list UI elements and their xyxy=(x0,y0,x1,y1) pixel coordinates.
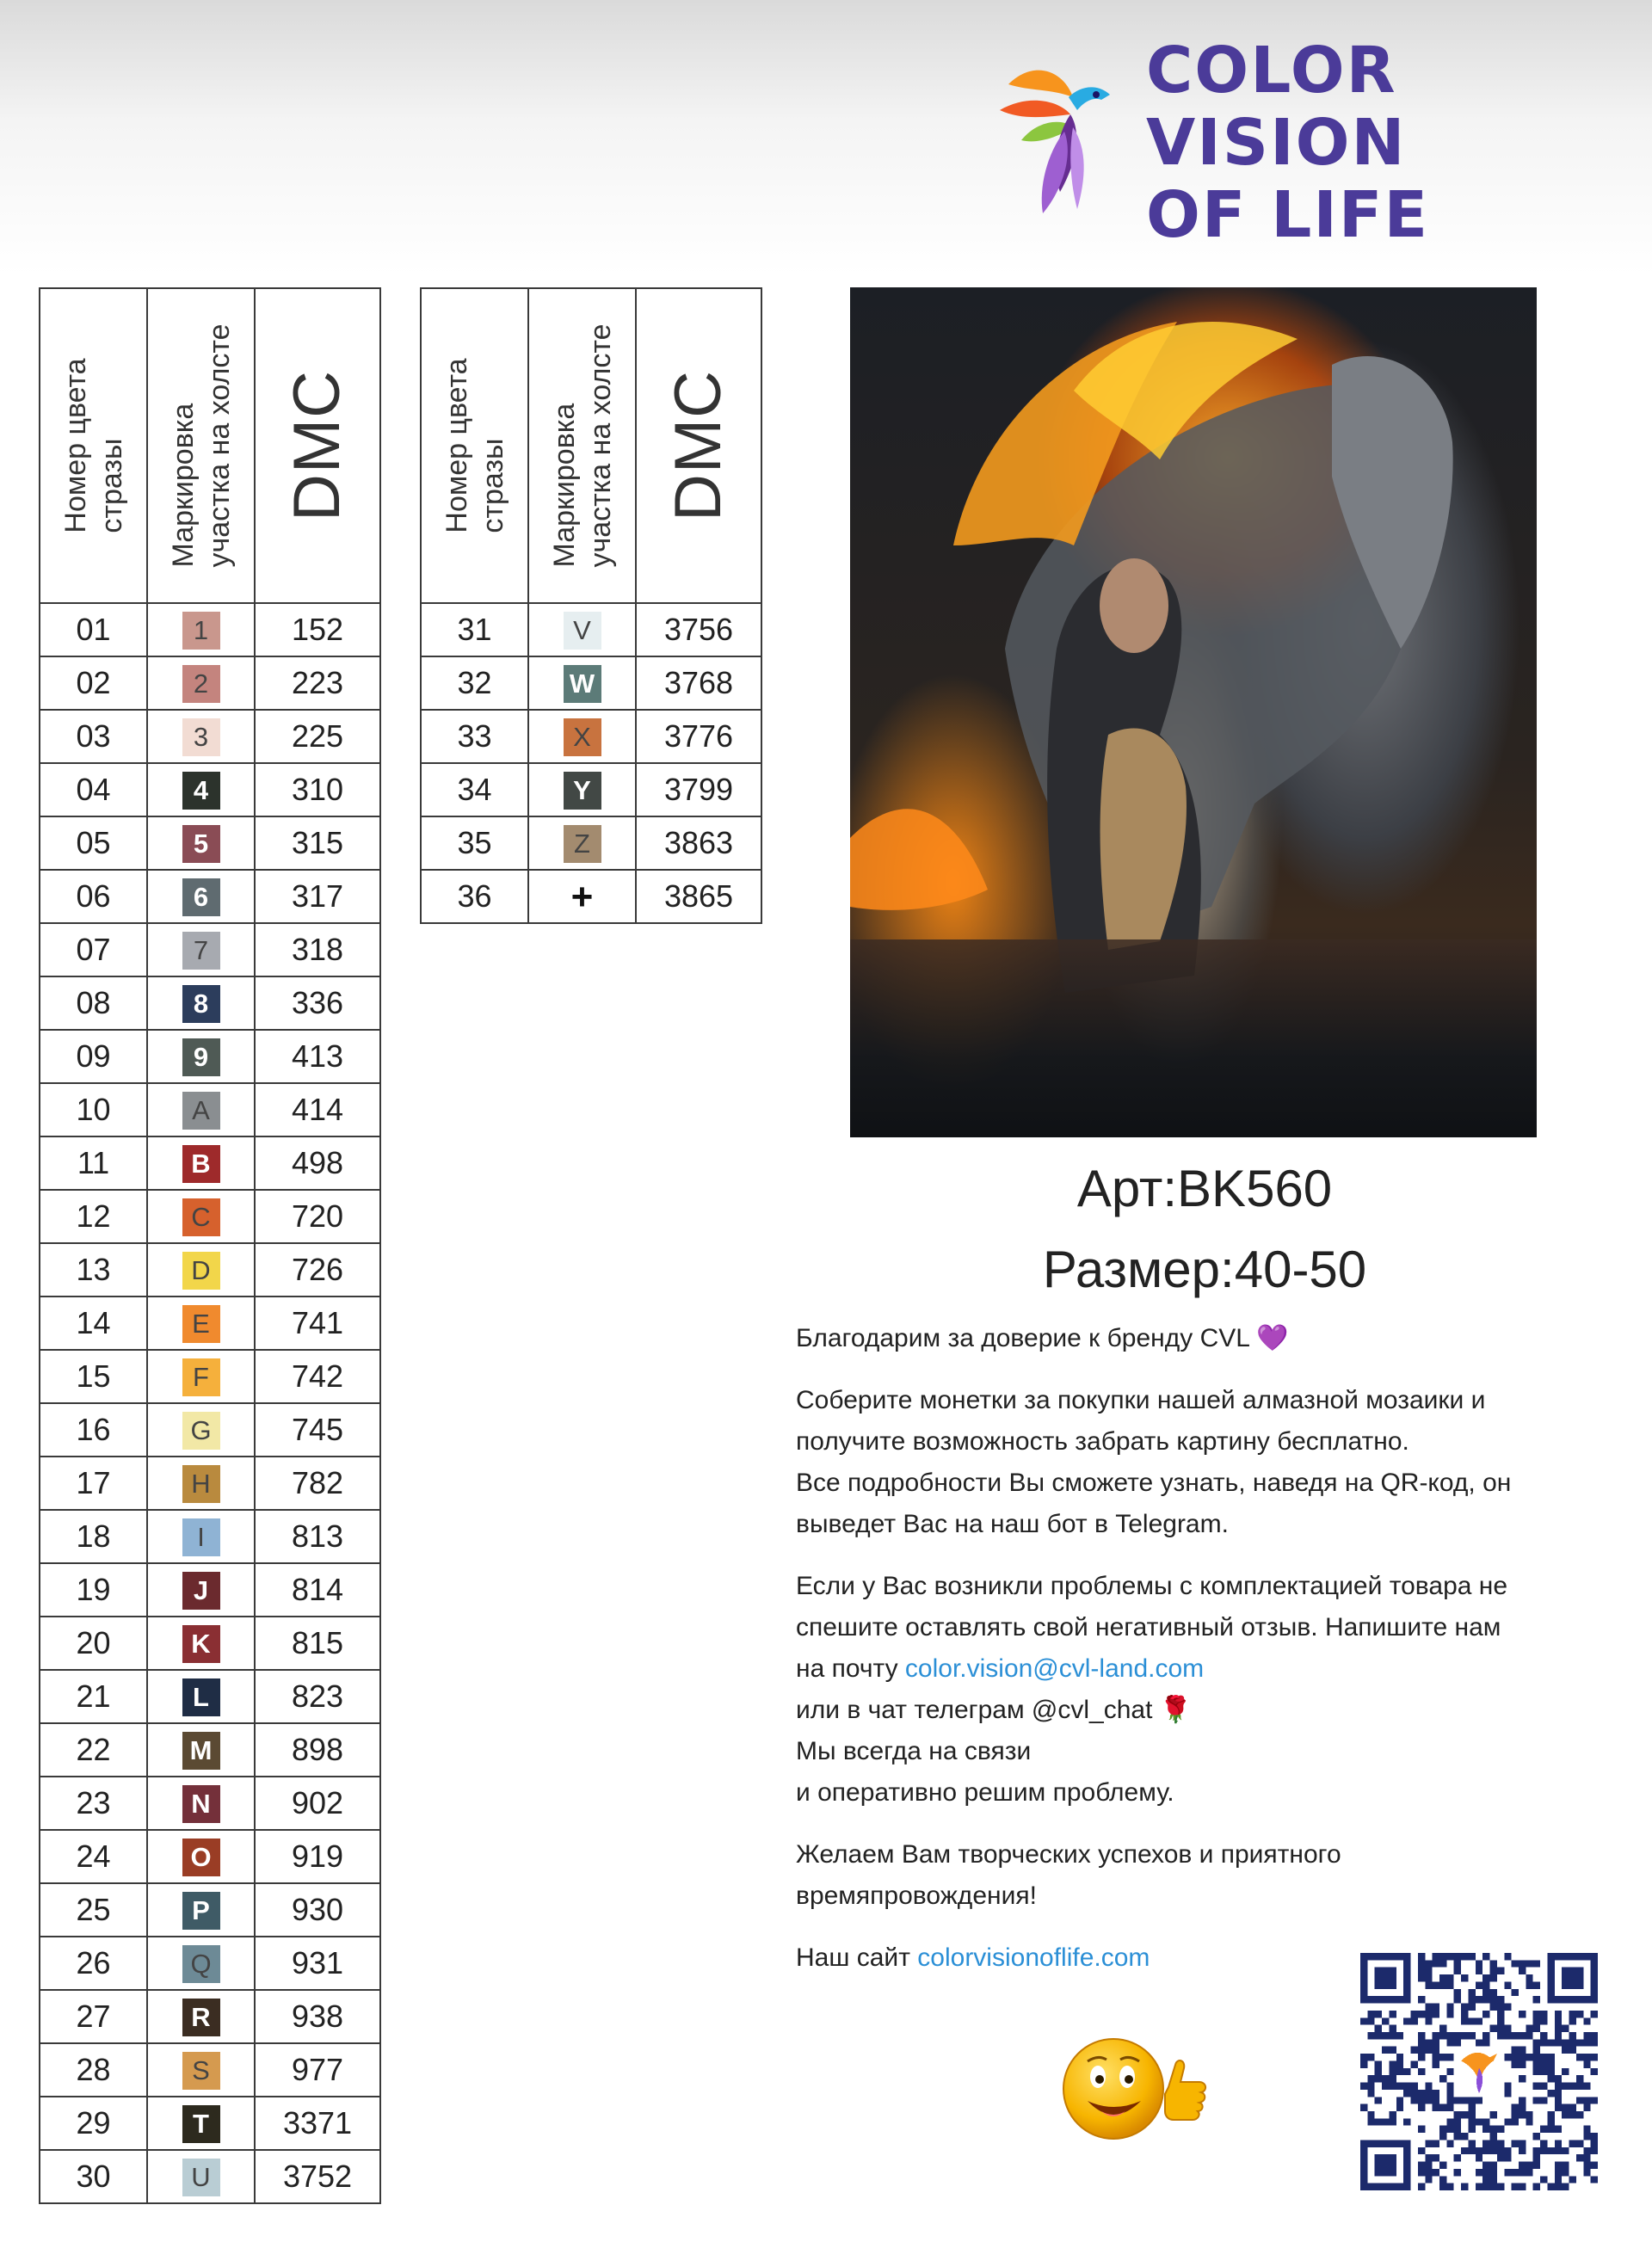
color-number: 23 xyxy=(40,1777,147,1830)
table-header-row xyxy=(421,288,761,603)
color-swatch: P xyxy=(182,1892,220,1930)
color-marking-cell xyxy=(147,1723,255,1777)
telegram-chat-text: или в чат телеграм @cvl_chat xyxy=(796,1696,1153,1724)
color-marking-cell xyxy=(147,1830,255,1883)
color-swatch: L xyxy=(182,1678,220,1716)
dmc-code: 152 xyxy=(255,603,380,656)
table-row xyxy=(421,656,761,710)
color-table-left xyxy=(39,287,381,2204)
color-number: 06 xyxy=(40,870,147,923)
color-swatch: C xyxy=(182,1198,220,1236)
table-row xyxy=(40,1777,380,1830)
table-row xyxy=(40,816,380,870)
dmc-code: 815 xyxy=(255,1617,380,1670)
color-swatch: S xyxy=(182,2052,220,2090)
dmc-code: 3863 xyxy=(636,816,761,870)
email-link[interactable]: color.vision@cvl-land.com xyxy=(904,1654,1205,1683)
color-number: 27 xyxy=(40,1990,147,2043)
dmc-code: 498 xyxy=(255,1136,380,1190)
color-marking-cell xyxy=(528,870,636,923)
table-row xyxy=(40,1990,380,2043)
dmc-code: 813 xyxy=(255,1510,380,1563)
color-number: 28 xyxy=(40,2043,147,2097)
color-marking-cell xyxy=(147,870,255,923)
color-marking-cell xyxy=(147,710,255,763)
dmc-code: 938 xyxy=(255,1990,380,2043)
color-number: 09 xyxy=(40,1030,147,1083)
color-marking-cell xyxy=(528,816,636,870)
color-swatch: 7 xyxy=(182,932,220,970)
color-swatch: 4 xyxy=(182,772,220,810)
table-row xyxy=(40,603,380,656)
color-number: 36 xyxy=(421,870,528,923)
color-number: 35 xyxy=(421,816,528,870)
problem-line-1: Если у Вас возникли проблемы с комплектацией товара не xyxy=(796,1572,1508,1600)
color-swatch: O xyxy=(182,1839,220,1876)
color-swatch: 9 xyxy=(182,1038,220,1076)
color-marking-cell xyxy=(147,763,255,816)
color-marking-cell xyxy=(147,1510,255,1563)
dmc-code: 745 xyxy=(255,1403,380,1457)
color-swatch: Z xyxy=(564,825,601,863)
color-swatch: 8 xyxy=(182,985,220,1023)
color-marking-cell xyxy=(147,1350,255,1403)
header-marking xyxy=(147,288,255,603)
problem-line-4 xyxy=(796,1690,1622,1731)
header-number-text: Номер цвета стразы xyxy=(59,358,128,533)
color-marking-cell xyxy=(147,1457,255,1510)
coins-line-4: выведет Вас на наш бот в Telegram. xyxy=(796,1510,1229,1538)
coins-line-3: Все подробности Вы сможете узнать, наведя на QR-код, он xyxy=(796,1469,1512,1497)
color-number: 07 xyxy=(40,923,147,976)
table-row xyxy=(40,2043,380,2097)
article-number: Арт:BK560 xyxy=(1076,1160,1333,1217)
color-number: 19 xyxy=(40,1563,147,1617)
header-marking-text: Маркировка участка на холсте xyxy=(166,323,236,568)
dmc-code: 3865 xyxy=(636,870,761,923)
table-row xyxy=(40,1830,380,1883)
brand-logo xyxy=(981,24,1463,252)
color-marking-cell xyxy=(147,923,255,976)
color-number: 26 xyxy=(40,1937,147,1990)
color-number: 29 xyxy=(40,2097,147,2150)
table-row xyxy=(40,1243,380,1297)
color-marking-cell xyxy=(147,2150,255,2203)
table-row xyxy=(421,603,761,656)
brand-line-1: COLOR xyxy=(1146,34,1397,108)
table-row xyxy=(421,763,761,816)
color-marking-cell xyxy=(147,1403,255,1457)
table-row xyxy=(40,1457,380,1510)
color-marking-cell xyxy=(147,1297,255,1350)
header-marking xyxy=(528,288,636,603)
color-swatch: + xyxy=(570,875,594,918)
dmc-code: 741 xyxy=(255,1297,380,1350)
dmc-code: 898 xyxy=(255,1723,380,1777)
wish-line-1: Желаем Вам творческих успехов и приятного xyxy=(796,1840,1341,1869)
color-number: 31 xyxy=(421,603,528,656)
color-swatch: I xyxy=(182,1518,220,1556)
color-marking-cell xyxy=(147,1083,255,1136)
dmc-code: 930 xyxy=(255,1883,380,1937)
table-row xyxy=(40,1403,380,1457)
color-marking-cell xyxy=(528,603,636,656)
table-row xyxy=(40,656,380,710)
dmc-code: 3799 xyxy=(636,763,761,816)
dmc-code: 720 xyxy=(255,1190,380,1243)
color-marking-cell xyxy=(147,816,255,870)
problem-line-3 xyxy=(796,1648,1622,1690)
color-swatch: T xyxy=(182,2105,220,2143)
table-row xyxy=(40,763,380,816)
color-swatch: K xyxy=(182,1625,220,1663)
header-dmc-text: DMC xyxy=(662,369,735,522)
dmc-code: 225 xyxy=(255,710,380,763)
color-marking-cell xyxy=(147,656,255,710)
color-swatch: B xyxy=(182,1145,220,1183)
table-row xyxy=(40,1350,380,1403)
color-marking-cell xyxy=(147,1670,255,1723)
table-row xyxy=(421,870,761,923)
color-swatch: U xyxy=(182,2159,220,2196)
table-row xyxy=(40,1670,380,1723)
color-swatch: W xyxy=(564,665,601,703)
color-swatch: G xyxy=(182,1412,220,1450)
dmc-code: 317 xyxy=(255,870,380,923)
wish-paragraph xyxy=(796,1834,1622,1917)
problem-line-2: спешите оставлять свой негативный отзыв. Напишите нам xyxy=(796,1613,1501,1641)
color-number: 15 xyxy=(40,1350,147,1403)
color-swatch: Y xyxy=(564,772,601,810)
color-number: 30 xyxy=(40,2150,147,2203)
header-dmc xyxy=(636,288,761,603)
wish-line-2: времяпровождения! xyxy=(796,1882,1037,1910)
dmc-code: 742 xyxy=(255,1350,380,1403)
table-row xyxy=(40,923,380,976)
site-link[interactable]: colorvisionoflife.com xyxy=(917,1943,1150,1972)
color-marking-cell xyxy=(147,1190,255,1243)
table-row xyxy=(40,1297,380,1350)
qr-code[interactable] xyxy=(1360,1953,1598,2190)
color-marking-cell xyxy=(147,1030,255,1083)
table-row xyxy=(40,710,380,763)
color-number: 13 xyxy=(40,1243,147,1297)
dmc-code: 3776 xyxy=(636,710,761,763)
color-number: 04 xyxy=(40,763,147,816)
color-swatch: J xyxy=(182,1572,220,1610)
color-marking-cell xyxy=(147,1883,255,1937)
dmc-code: 310 xyxy=(255,763,380,816)
header-number xyxy=(421,288,528,603)
color-marking-cell xyxy=(147,603,255,656)
table-row xyxy=(40,2150,380,2203)
color-table-right xyxy=(420,287,762,924)
color-swatch: 2 xyxy=(182,665,220,703)
table-row xyxy=(40,1723,380,1777)
dmc-code: 977 xyxy=(255,2043,380,2097)
color-marking-cell xyxy=(147,2097,255,2150)
table-row xyxy=(40,1136,380,1190)
heart-icon: 💜 xyxy=(1256,1324,1289,1352)
dmc-code: 315 xyxy=(255,816,380,870)
color-marking-cell xyxy=(528,656,636,710)
color-marking-cell xyxy=(147,2043,255,2097)
dmc-code: 782 xyxy=(255,1457,380,1510)
table-row xyxy=(421,816,761,870)
color-swatch: 3 xyxy=(182,718,220,756)
hummingbird-icon xyxy=(991,50,1119,222)
color-marking-cell xyxy=(147,1617,255,1670)
color-swatch: A xyxy=(182,1092,220,1130)
color-swatch: 6 xyxy=(182,878,220,916)
dmc-code: 414 xyxy=(255,1083,380,1136)
color-marking-cell xyxy=(147,1243,255,1297)
color-marking-cell xyxy=(528,763,636,816)
color-swatch: Q xyxy=(182,1945,220,1983)
problem-line-6: и оперативно решим проблему. xyxy=(796,1778,1174,1807)
color-swatch: 1 xyxy=(182,612,220,650)
brand-line-3: OF LIFE xyxy=(1146,178,1430,252)
dmc-code: 902 xyxy=(255,1777,380,1830)
color-swatch: N xyxy=(182,1785,220,1823)
color-number: 16 xyxy=(40,1403,147,1457)
color-marking-cell xyxy=(147,1990,255,2043)
color-number: 20 xyxy=(40,1617,147,1670)
rose-icon: 🌹 xyxy=(1159,1696,1193,1724)
problem-paragraph xyxy=(796,1566,1622,1814)
color-marking-cell xyxy=(147,1777,255,1830)
color-swatch: H xyxy=(182,1465,220,1503)
color-number: 03 xyxy=(40,710,147,763)
dmc-code: 413 xyxy=(255,1030,380,1083)
table-row xyxy=(40,1883,380,1937)
color-number: 05 xyxy=(40,816,147,870)
coins-paragraph xyxy=(796,1380,1622,1545)
brand-line-2: VISION xyxy=(1146,106,1407,180)
dmc-code: 223 xyxy=(255,656,380,710)
dmc-code: 336 xyxy=(255,976,380,1030)
color-number: 02 xyxy=(40,656,147,710)
dmc-code: 823 xyxy=(255,1670,380,1723)
header-number xyxy=(40,288,147,603)
color-number: 18 xyxy=(40,1510,147,1563)
color-marking-cell xyxy=(147,976,255,1030)
table-row xyxy=(40,1083,380,1136)
color-number: 21 xyxy=(40,1670,147,1723)
color-number: 22 xyxy=(40,1723,147,1777)
color-number: 24 xyxy=(40,1830,147,1883)
color-swatch: R xyxy=(182,1999,220,2036)
color-number: 10 xyxy=(40,1083,147,1136)
color-swatch: V xyxy=(564,612,601,650)
color-number: 25 xyxy=(40,1883,147,1937)
color-number: 34 xyxy=(421,763,528,816)
problem-line-5: Мы всегда на связи xyxy=(796,1737,1032,1765)
thanks-line xyxy=(796,1318,1622,1359)
dmc-code: 726 xyxy=(255,1243,380,1297)
table-row xyxy=(40,870,380,923)
color-number: 17 xyxy=(40,1457,147,1510)
dmc-code: 919 xyxy=(255,1830,380,1883)
smiley-thumbs-up-icon xyxy=(1060,2027,1215,2147)
header-marking-text: Маркировка участка на холсте xyxy=(547,323,617,568)
thanks-paragraph xyxy=(796,1318,1622,1359)
site-prefix: Наш сайт xyxy=(796,1943,918,1972)
color-number: 11 xyxy=(40,1136,147,1190)
table-row xyxy=(40,1563,380,1617)
color-marking-cell xyxy=(528,710,636,763)
color-swatch: X xyxy=(564,718,601,756)
color-rows-left xyxy=(40,603,380,2203)
color-marking-cell xyxy=(147,1563,255,1617)
table-row xyxy=(40,1617,380,1670)
table-header-row xyxy=(40,288,380,603)
dmc-code: 3768 xyxy=(636,656,761,710)
table-row xyxy=(40,1030,380,1083)
coins-line-1: Соберите монетки за покупки нашей алмазной мозаики и xyxy=(796,1386,1486,1414)
dmc-code: 3371 xyxy=(255,2097,380,2150)
color-swatch: 5 xyxy=(182,825,220,863)
water-surface xyxy=(850,939,1537,1137)
product-size: Размер:40-50 xyxy=(1042,1241,1367,1298)
color-swatch: E xyxy=(182,1305,220,1343)
table-row xyxy=(40,1937,380,1990)
brand-name xyxy=(1146,34,1429,251)
table-row xyxy=(40,1510,380,1563)
product-image xyxy=(850,287,1537,1137)
color-number: 12 xyxy=(40,1190,147,1243)
dmc-code: 3756 xyxy=(636,603,761,656)
color-marking-cell xyxy=(147,1136,255,1190)
table-row xyxy=(40,976,380,1030)
dmc-code: 3752 xyxy=(255,2150,380,2203)
dmc-code: 318 xyxy=(255,923,380,976)
color-marking-cell xyxy=(147,1937,255,1990)
color-number: 08 xyxy=(40,976,147,1030)
qr-code-graphic xyxy=(1360,1953,1598,2190)
coins-line-2: получите возможность забрать картину бесплатно. xyxy=(796,1427,1409,1456)
table-row xyxy=(40,1190,380,1243)
dmc-code: 814 xyxy=(255,1563,380,1617)
color-swatch: D xyxy=(182,1252,220,1290)
color-swatch: F xyxy=(182,1358,220,1396)
header-dmc-text: DMC xyxy=(280,369,354,522)
color-swatch: M xyxy=(182,1732,220,1770)
color-rows-right xyxy=(421,603,761,923)
color-number: 01 xyxy=(40,603,147,656)
table-row xyxy=(40,2097,380,2150)
table-row xyxy=(421,710,761,763)
dmc-code: 931 xyxy=(255,1937,380,1990)
email-prefix: на почту xyxy=(796,1654,905,1683)
header-dmc xyxy=(255,288,380,603)
header-number-text: Номер цвета стразы xyxy=(440,358,509,533)
color-number: 32 xyxy=(421,656,528,710)
info-text xyxy=(796,1318,1622,1999)
color-number: 33 xyxy=(421,710,528,763)
thanks-text: Благодарим за доверие к бренду CVL xyxy=(796,1324,1249,1352)
color-number: 14 xyxy=(40,1297,147,1350)
